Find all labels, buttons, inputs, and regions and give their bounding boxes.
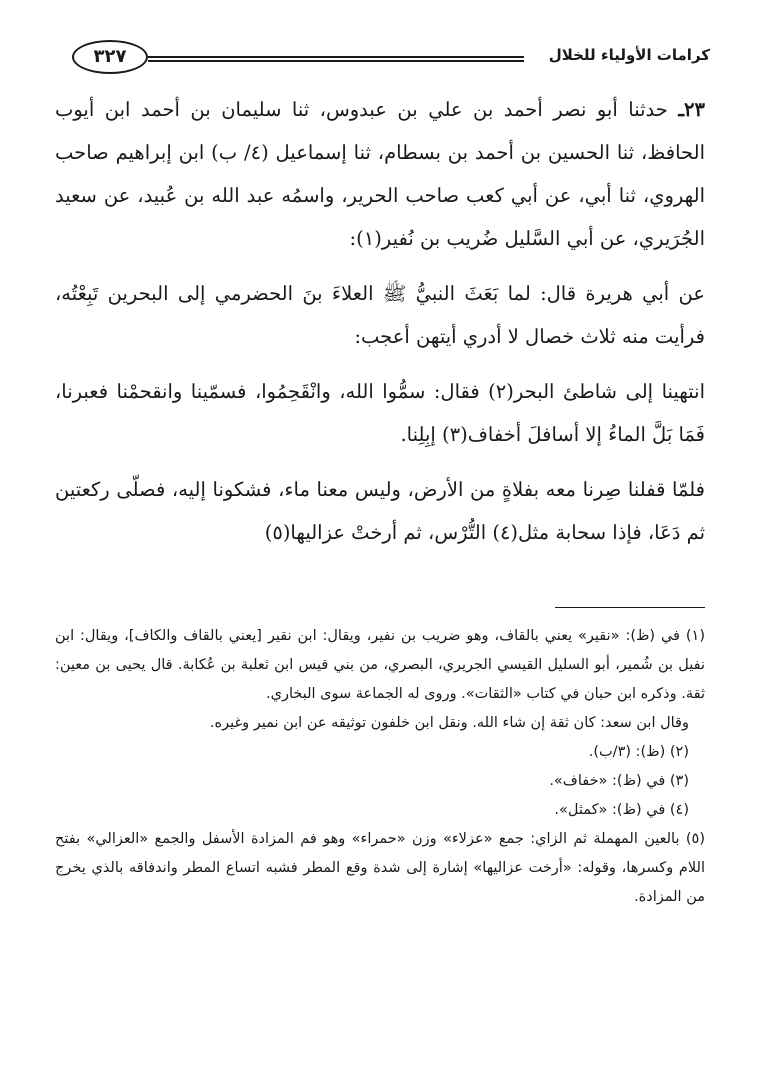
- footnote-4: (٤) في (ظ): «كمثل».: [554, 802, 689, 818]
- footnote-separator: [555, 607, 705, 608]
- hadith-number: ٢٣ـ: [678, 98, 705, 121]
- running-title: كرامات الأولياء للخلال: [548, 46, 710, 64]
- footnote-5: (٥) بالعين المهملة ثم الزاي: جمع «عزلاء» وزن «حمراء» وهو فم المزادة الأسفل والجمع «العزالي» بفتح اللام وكسرها، وقوله: «أرخت عزاليها» إشارة إلى شدة وقع المطر فشبه اتساع المطر واندفاقه بالذي يخرج من المزادة.: [55, 831, 705, 905]
- sea-crossing-paragraph: انتهينا إلى شاطئ البحر(٢) فقال: سمُّوا الله، وانْقَحِمُوا، فسمّينا وانقحمْنا فعبرنا، فَمَا بَلَّ الماءُ إلا أسافلَ أخفاف(٣) إبِلِنا.: [55, 380, 705, 446]
- page-number: ٣٢٧: [72, 40, 148, 74]
- rain-paragraph: فلمّا قفلنا صِرنا معه بفلاةٍ من الأرض، وليس معنا ماء، فشكونا إليه، فصلّى ركعتين ثم دَعَا، فإذا سحابة مثل(٤) التُّرْس، ثم أرختْ عزاليها(٥): [55, 478, 705, 544]
- hadith-isnad-paragraph: [55, 88, 705, 260]
- narration-paragraph: عن أبي هريرة قال: لما بَعَثَ النبيُّ ﷺ العلاءَ بنَ الحضرمي إلى البحرين تَبِعْتُه، فرأيت منه ثلاث خصال لا أدري أيتهن أعجب:: [55, 282, 705, 348]
- footnote-3: (٣) في (ظ): «خفاف».: [549, 773, 689, 789]
- footnote-1-continued: وقال ابن سعد: كان ثقة إن شاء الله. ونقل ابن خلفون توثيقه عن ابن نمير وغيره.: [209, 715, 689, 731]
- footnote-2: (٢) (ظ): (٣/ب).: [588, 744, 689, 760]
- main-text: [55, 88, 705, 554]
- isnad-text: حدثنا أبو نصر أحمد بن علي بن عبدوس، ثنا سليمان بن أحمد ابن أيوب الحافظ، ثنا الحسين بن أحمد بن بسطام، ثنا إسماعيل (٤/ ب) ابن إبراهيم صاحب الهروي، ثنا أبي، عن أبي كعب صاحب الحرير، واسمُه عبد الله بن عُبيد، عن سعيد الجُرَيري، عن أبي السَّليل ضُريب بن نُفير(١):: [55, 98, 705, 250]
- header-rule: [148, 56, 524, 62]
- footnote-1: (١) في (ظ): «نقير» يعني بالقاف، وهو ضريب بن نفير، ويقال: ابن نقير [يعني بالقاف والكاف]، ويقال: ابن نفيل بن شُمير، أبو السليل القيسي الجريري، البصري، من بني قيس ابن ثعلبة بن عُكابة. قال يحيى بن معين: ثقة. وذكره ابن حبان في كتاب «الثقات». وروى له الجماعة سوى البخاري.: [55, 628, 705, 702]
- page-header: [60, 40, 710, 78]
- footnotes: [55, 622, 705, 912]
